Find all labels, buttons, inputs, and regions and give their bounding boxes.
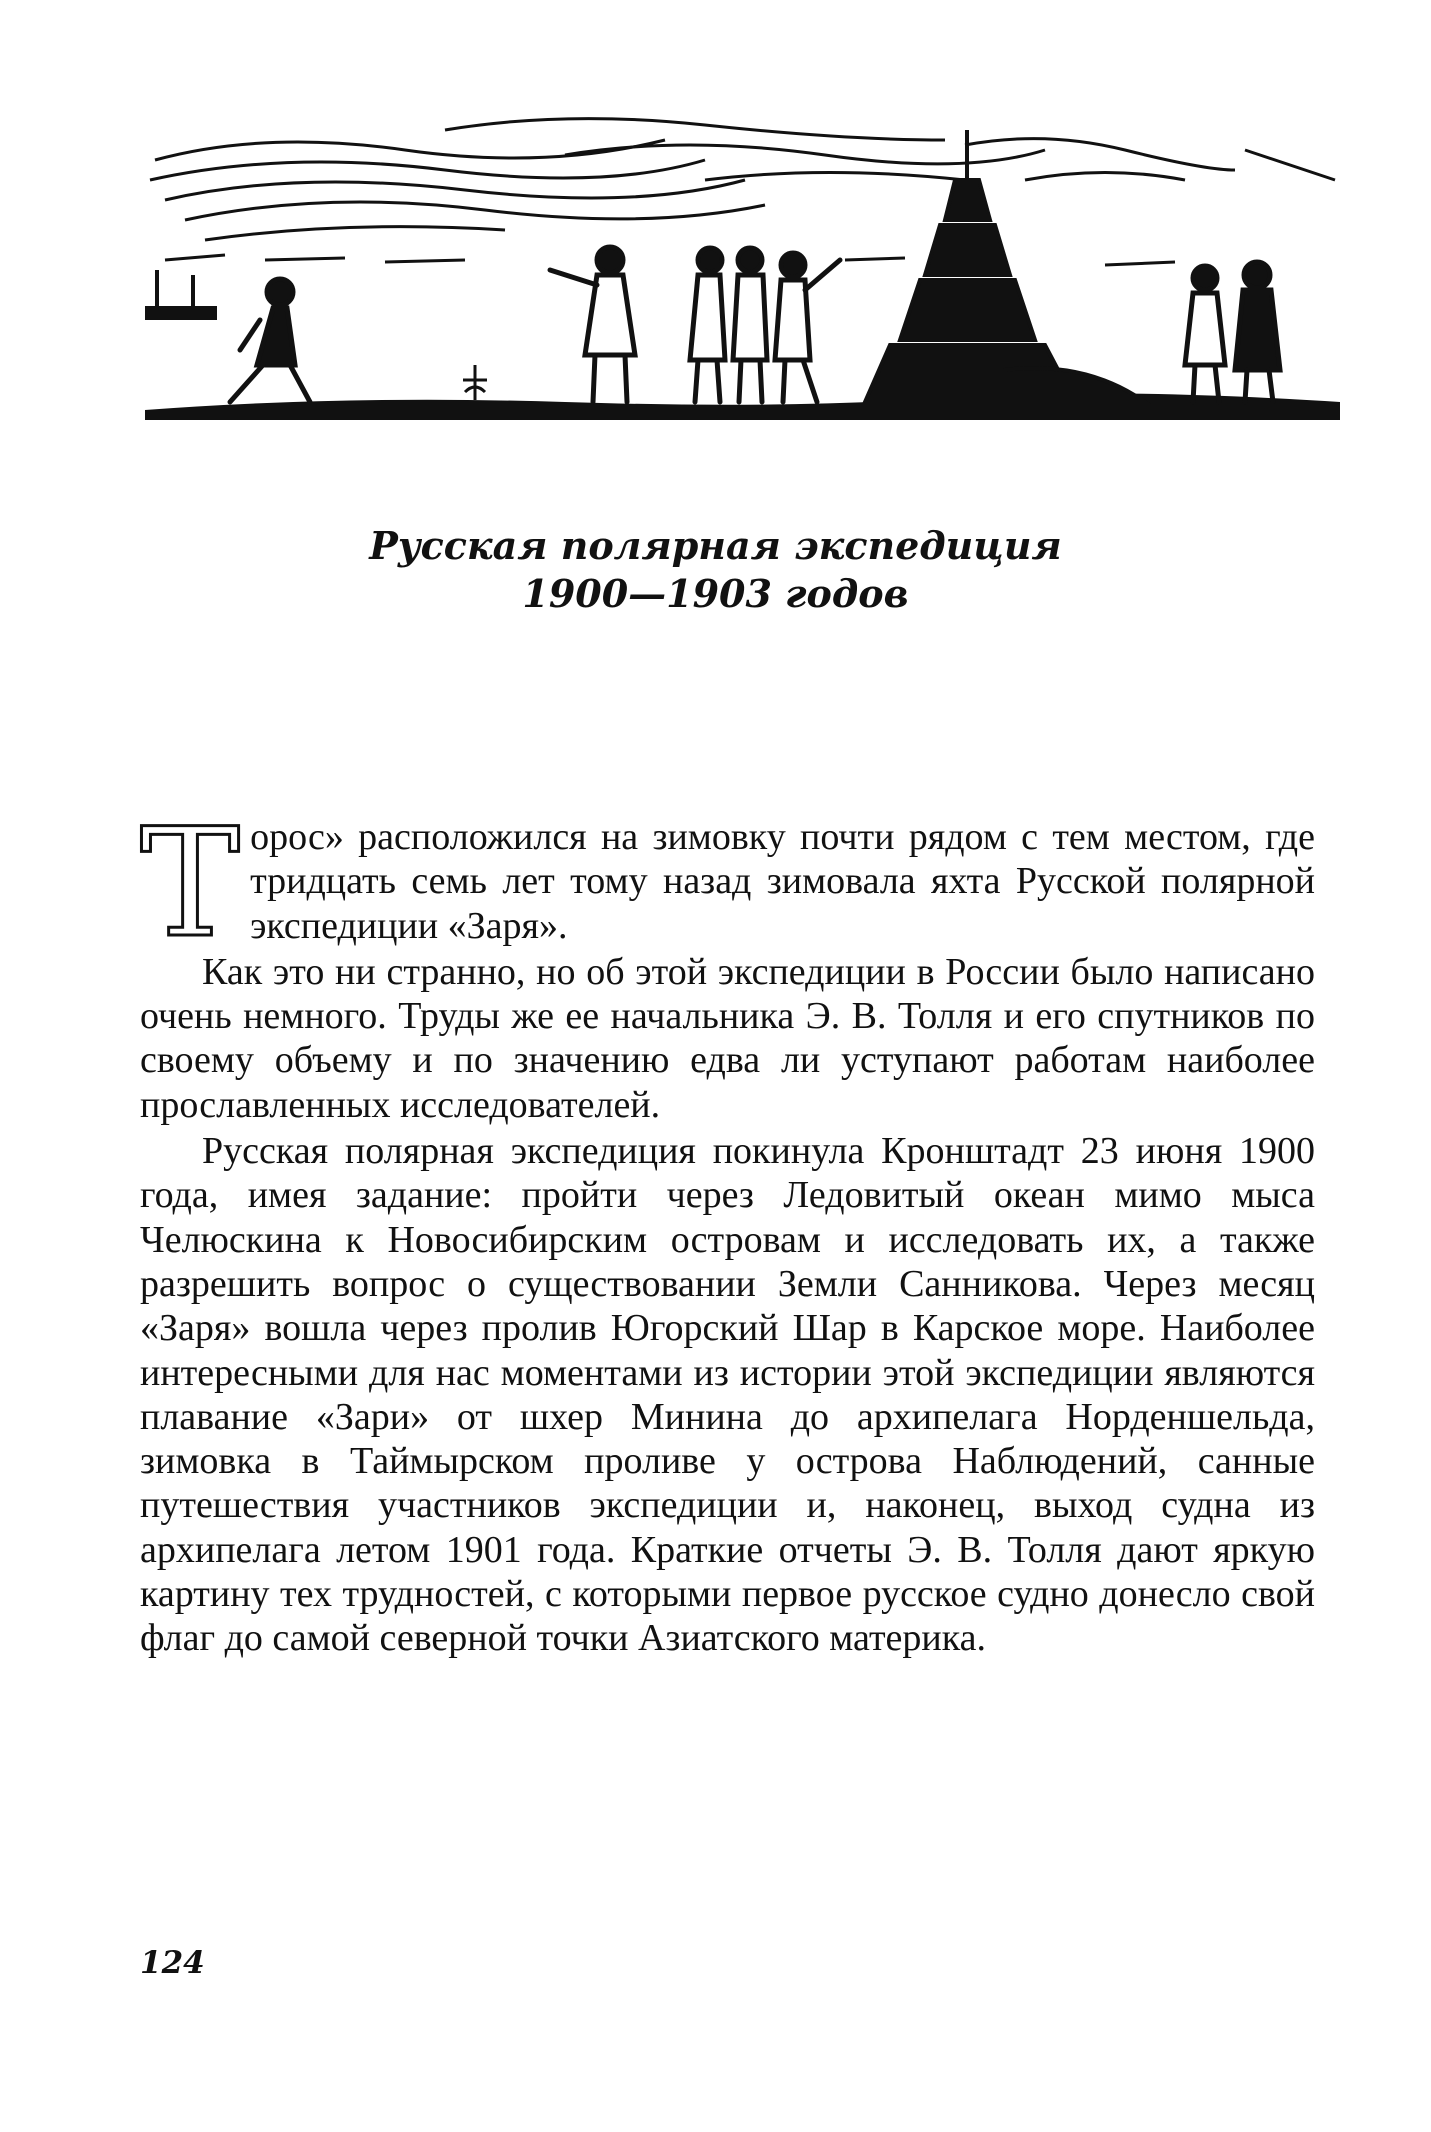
paragraph-1 <box>140 797 1315 971</box>
paragraph-2: Как это ни странно, но об этой экспедиции в России было написано очень немного. Труды же ее начальника Э. В. Толля и его спутников по своему объему и по значению едва ли уступают работам наиболее прославленных исследователей. <box>140 950 1315 1126</box>
stone-cairn-icon <box>865 130 1145 402</box>
plant-icon <box>463 365 487 400</box>
article-body <box>140 797 1315 1663</box>
chapter-title: Русская полярная экспедиция <box>369 523 1062 568</box>
chapter-years: 1900—1903 годов <box>522 571 909 616</box>
distant-ship-icon <box>145 270 215 318</box>
paragraph-1-text: орос» расположился на зимовку почти рядом с тем местом, где тридцать семь лет тому назад зимовала яхта Русской полярной экспедиции «Заря». <box>250 816 1315 947</box>
sky-hatching <box>150 119 1335 265</box>
chapter-heading <box>0 522 1431 618</box>
paragraph-3: Русская полярная экспедиция покинула Кронштадт 23 июня 1900 года, имея задание: пройти через Ледовитый океан мимо мыса Челюскина к Новосибирским островам и исследовать их, а также разрешить вопрос о существовании Земли Санникова. Через месяц «Заря» вошла через пролив Югорский Шар в Карское море. Наиболее интересными для нас моментами из истории этой экспедиции являются плавание «Зари» от шхер Минина до архипелага Норденшельда, зимовка в Таймырском проливе у острова Наблюдений, санные путешествия участников экспедиции и, наконец, выход судна из архипелага летом 1901 года. Краткие отчеты Э. В. Толля дают яркую картину тех трудностей, с которыми первое русское судно донесло свой флаг до самой северной точки Азиатского материка. <box>140 1130 1315 1660</box>
page-number: 124 <box>140 1945 205 1981</box>
ground-line <box>145 393 1340 420</box>
right-explorers-icon <box>1185 262 1280 402</box>
header-illustration <box>145 110 1340 430</box>
explorers-group-icon <box>550 247 840 402</box>
walking-explorer-icon <box>230 279 310 402</box>
drop-cap: Т <box>140 797 241 971</box>
